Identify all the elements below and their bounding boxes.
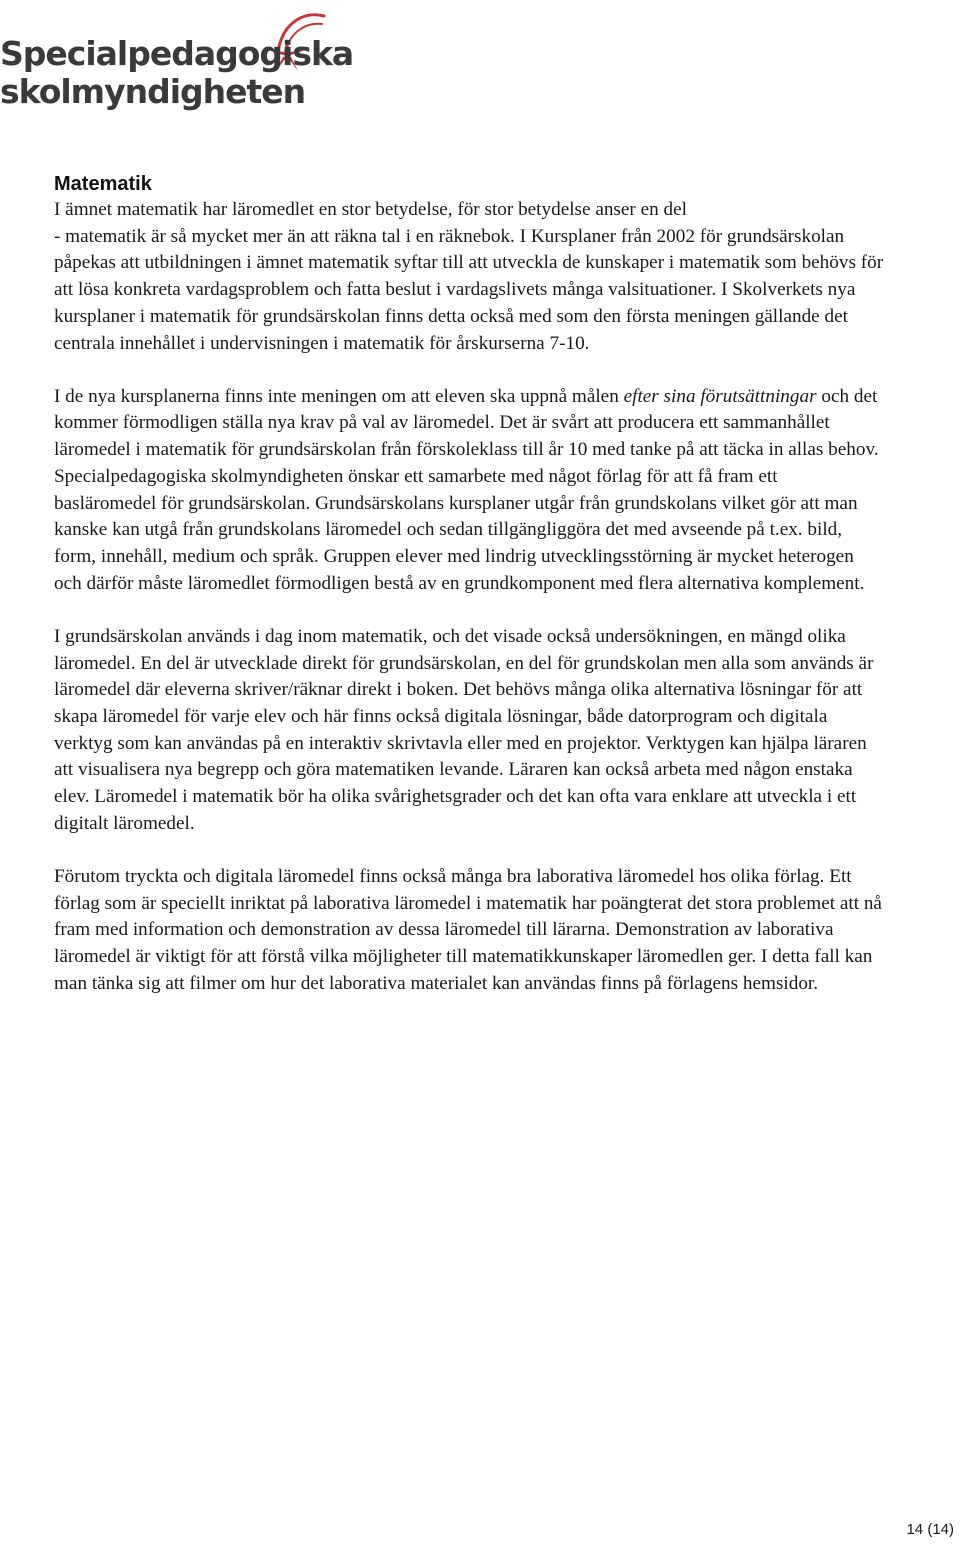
logo-text-line1: Specialpedagogiska bbox=[0, 34, 354, 73]
organization-logo bbox=[0, 6, 354, 111]
document-body bbox=[54, 171, 884, 997]
page-number: 14 (14) bbox=[906, 1521, 954, 1538]
paragraph-1-line-1: I ämnet matematik har läromedlet en stor betydelse, för stor betydelse anser en del bbox=[54, 199, 687, 220]
paragraph-1-rest: - matematik är så mycket mer än att räkna tal i en räknebok. I Kursplaner från 2002 för grundsärskolan påpekas att utbildningen i ämnet matematik syftar till att utveckla de kunskaper i matematik som behövs för att lösa konkreta vardagsproblem och fatta beslut i vardagslivets många valsituationer. I Skolverkets nya kursplaner i matematik för grundsärskolan finns detta också med som den första meningen gällande det centrala innehållet i undervisningen i matematik för årskurserna 7-10. bbox=[54, 225, 884, 354]
paragraph-2 bbox=[54, 384, 884, 598]
paragraph-3: I grundsärskolan används i dag inom matematik, och det visade också undersökningen, en mängd olika läromedel. En del är utvecklade direkt för grundsärskolan, en del för grundskolan men alla som används är läromedel där eleverna skriver/räknar direkt i boken. Det behövs många olika alternativa lösningar för att skapa läromedel för varje elev och här finns också digitala lösningar, både datorprogram och digitala verktyg som kan användas på en interaktiv skrivtavla eller med en projektor. Verktygen kan hjälpa läraren att visualisera nya begrepp och göra matematiken levande. Läraren kan också arbeta med någon enstaka elev. Läromedel i matematik bör ha olika svårighetsgrader och det kan ofta vara enklare att utveckla i ett digitalt läromedel. bbox=[54, 625, 874, 834]
paragraph-4: Förutom tryckta och digitala läromedel finns också många bra laborativa läromedel hos olika förlag. Ett förlag som är speciellt inriktat på laborativa läromedel i matematik har poängterat det stora problemet att nå fram med information och demonstration av dessa läromedel till lärarna. Demonstration av laborativa läromedel är viktigt för att förstå vilka möjligheter till matematikkunskaper läromedlen ger. I detta fall kan man tänka sig att filmer om hur det laborativa materialet kan användas finns på förlagens hemsidor. bbox=[54, 865, 882, 994]
paragraph-1 bbox=[54, 197, 884, 357]
paragraph-2-emphasis: efter sina förutsättningar bbox=[623, 385, 817, 407]
paragraph-2-end: och det kommer förmodligen ställa nya krav på val av läromedel. Det är svårt att producera ett sammanhållet läromedel i matematik för grundsärskolan från förskoleklass till år 10 med tanke på att täcka in allas behov. Specialpedagogiska skolmyndigheten önskar ett samarbete med något förlag för att få fram ett basläromedel för grundsärskolan. Grundsärskolans kursplaner utgår från grundskolans vilket gör att man kanske kan utgå från grundskolans läromedel och sedan tillgängliggöra det med avseende på t.ex. bild, form, innehåll, medium och språk. Gruppen elever med lindrig utvecklingsstörning är mycket heterogen och därför måste läromedlet förmodligen bestå av en grundkomponent med flera alternativa komplement. bbox=[54, 385, 879, 594]
logo-text-line2: skolmyndigheten bbox=[0, 72, 306, 111]
section-heading: Matematik bbox=[54, 173, 152, 195]
paragraph-2-start: I de nya kursplanerna finns inte meningen om att eleven ska uppnå målen bbox=[54, 385, 624, 407]
